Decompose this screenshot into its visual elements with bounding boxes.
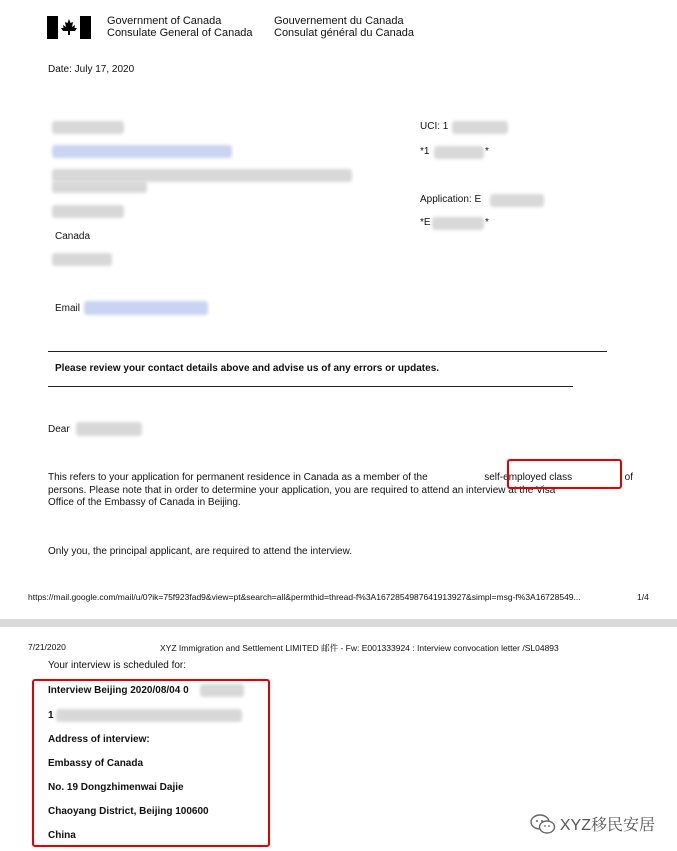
- dear: Dear: [48, 424, 70, 435]
- country: Canada: [55, 231, 91, 242]
- address-line-2: No. 19 Dongzhimenwai Dajie: [48, 782, 184, 793]
- redacted-name: [52, 121, 124, 134]
- redacted-uci-code: [434, 146, 484, 159]
- wechat-icon: [530, 813, 556, 835]
- redacted-address-1: [52, 145, 232, 158]
- para1-a: This refers to your application for permanent residence in Canada as a member of the: [48, 472, 428, 483]
- consulate-fr: Consulat général du Canada: [274, 27, 415, 39]
- divider-bottom: [48, 386, 573, 387]
- footer-url: https://mail.google.com/mail/u/0?ik=75f923fad9&view=pt&search=all&permthid=thread-f%3A1672854987641913927&simpl=msg-f%3A16728549...: [28, 592, 581, 602]
- para1-line2: persons. Please note that in order to determine your application, you are required to attend an interview at the Visa: [48, 484, 556, 496]
- uci-code-end: *: [485, 146, 489, 157]
- interview-line: Interview Beijing 2020/08/04 0: [48, 685, 189, 696]
- redacted-uci: [452, 121, 508, 134]
- redacted-interview-time: [200, 684, 244, 697]
- watermark-text: XYZ移民安居: [559, 817, 655, 834]
- para1-b: of: [624, 472, 633, 483]
- interview-digit: 1: [48, 710, 54, 721]
- gov-en-block: [107, 15, 253, 39]
- redacted-dear-name: [76, 422, 142, 436]
- redacted-email: [84, 301, 208, 315]
- application-label: Application: E: [420, 194, 482, 205]
- address-line-4: China: [48, 830, 76, 841]
- canada-flag-icon: [47, 16, 91, 39]
- para1-highlight: self-employed class: [484, 472, 573, 483]
- gov-fr-block: [274, 15, 414, 39]
- gov-fr: Gouvernement du Canada: [274, 15, 404, 27]
- application-code: *E: [420, 217, 431, 228]
- application-code-end: *: [485, 217, 489, 228]
- page2-subject: XYZ Immigration and Settlement LIMITED 邮件 - Fw: E001333924 : Interview convocation letter /SL04893: [160, 643, 559, 653]
- highlight-box-self-employed: [507, 459, 622, 489]
- page2-date: 7/21/2020: [28, 642, 66, 652]
- redacted-address-4: [52, 205, 124, 218]
- review-notice: Please review your contact details above and advise us of any errors or updates.: [55, 363, 440, 374]
- consulate-en: Consulate General of Canada: [107, 27, 253, 39]
- uci-label: UCI: 1: [420, 121, 449, 132]
- page-separator: [0, 619, 677, 627]
- redacted-application: [490, 194, 544, 207]
- letter-date: Date: July 17, 2020: [48, 64, 135, 75]
- scheduled-label: Your interview is scheduled for:: [48, 660, 187, 671]
- address-label: Address of interview:: [48, 734, 150, 745]
- address-line-3: Chaoyang District, Beijing 100600: [48, 806, 209, 817]
- para1-line3: Office of the Embassy of Canada in Beijing.: [48, 497, 241, 508]
- redacted-interview-detail: [56, 709, 242, 722]
- uci-code: *1: [420, 146, 430, 157]
- redacted-application-code: [432, 217, 484, 230]
- redacted-postal: [52, 253, 112, 266]
- address-line-1: Embassy of Canada: [48, 758, 144, 769]
- gov-en: Government of Canada: [107, 15, 222, 27]
- divider-top: [48, 351, 607, 352]
- email-label: Email: [55, 303, 81, 314]
- paragraph-2: Only you, the principal applicant, are required to attend the interview.: [48, 546, 353, 557]
- redacted-address-3: [52, 181, 147, 193]
- footer-page: 1/4: [637, 592, 649, 602]
- watermark: [530, 812, 655, 835]
